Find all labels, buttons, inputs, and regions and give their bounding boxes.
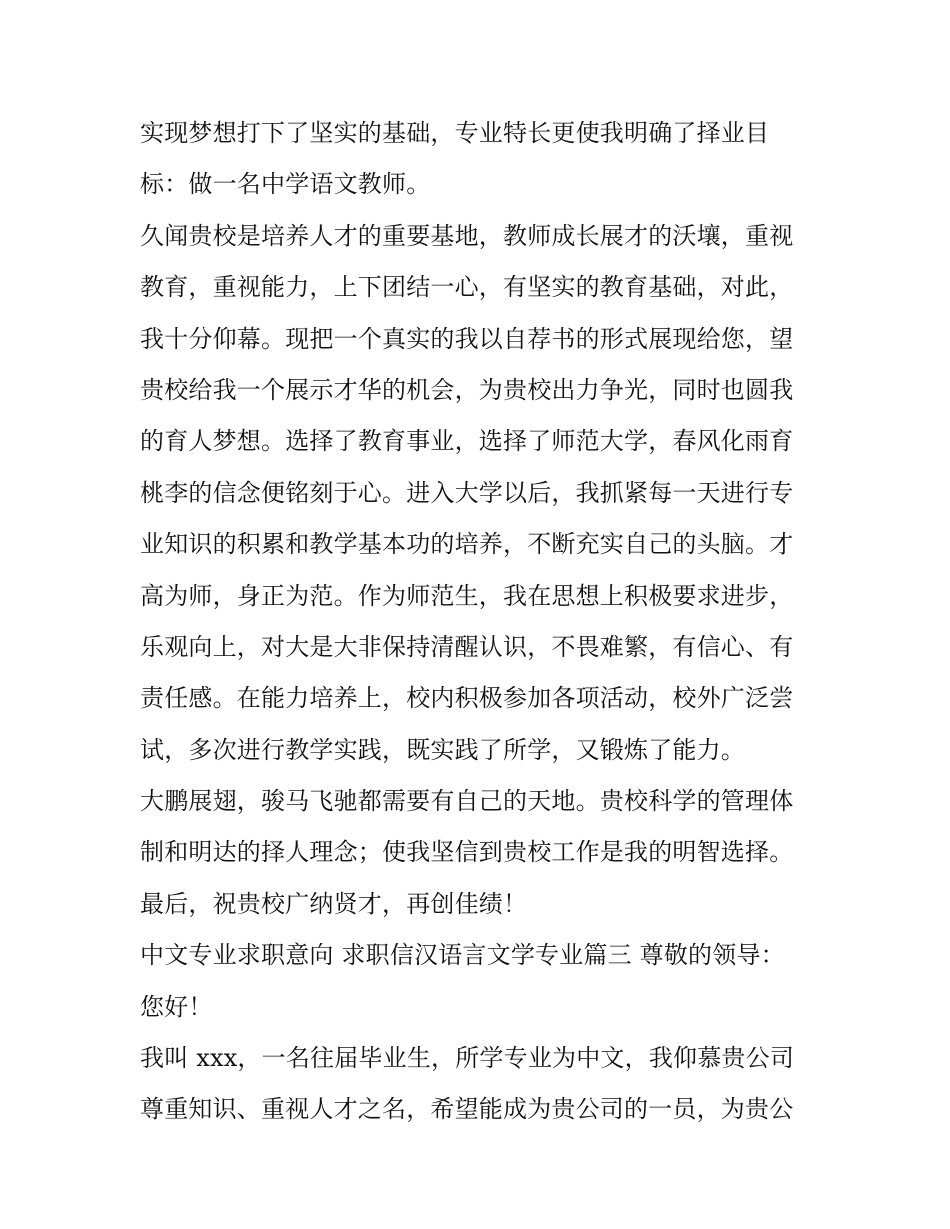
text-line: 我叫 xxx，一名往届毕业生，所学专业为中文，我仰慕贵公司 xyxy=(140,1044,795,1073)
text-line: 乐观向上，对大是大非保持清醒认识，不畏难繁，有信心、有 xyxy=(140,632,794,661)
text-line: 尊重知识、重视人才之名，希望能成为贵公司的一员，为贵公 xyxy=(140,1095,794,1124)
text-line: 标：做一名中学语文教师。 xyxy=(140,170,431,199)
text-line: 制和明达的择人理念；使我坚信到贵校工作是我的明智选择。 xyxy=(140,838,794,867)
text-line: 责任感。在能力培养上，校内积极参加各项活动，校外广泛尝 xyxy=(140,684,794,713)
text-line: 我十分仰幕。现把一个真实的我以自荐书的形式展现给您，望 xyxy=(140,324,794,353)
text-line: 试，多次进行教学实践，既实践了所学，又锻炼了能力。 xyxy=(140,735,745,764)
text-line: 最后，祝贵校广纳贤才，再创佳绩！ xyxy=(140,889,528,918)
text-line: 贵校给我一个展示才华的机会，为贵校出力争光，同时也圆我 xyxy=(140,375,794,404)
text-line: 实现梦想打下了坚实的基础，专业特长更使我明确了择业目 xyxy=(140,119,770,147)
text-line: 教育，重视能力，上下团结一心，有坚实的教育基础，对此， xyxy=(140,273,794,302)
text-line: 的育人梦想。选择了教育事业，选择了师范大学，春风化雨育 xyxy=(140,427,794,456)
text-line: 大鹏展翅，骏马飞驰都需要有自己的天地。贵校科学的管理体 xyxy=(140,787,794,816)
document-body xyxy=(140,108,820,1136)
text-line: 桃李的信念便铭刻于心。进入大学以后，我抓紧每一天进行专 xyxy=(140,478,794,507)
text-line: 中文专业求职意向 求职信汉语言文学专业篇三 尊敬的领导： xyxy=(140,941,785,970)
text-line: 久闻贵校是培养人才的重要基地，教师成长展才的沃壤，重视 xyxy=(140,221,794,250)
text-line: 您好！ xyxy=(140,992,213,1021)
text-line: 业知识的积累和教学基本功的培养，不断充实自己的头脑。才 xyxy=(140,530,794,559)
text-line: 高为师，身正为范。作为师范生，我在思想上积极要求进步， xyxy=(140,581,794,610)
